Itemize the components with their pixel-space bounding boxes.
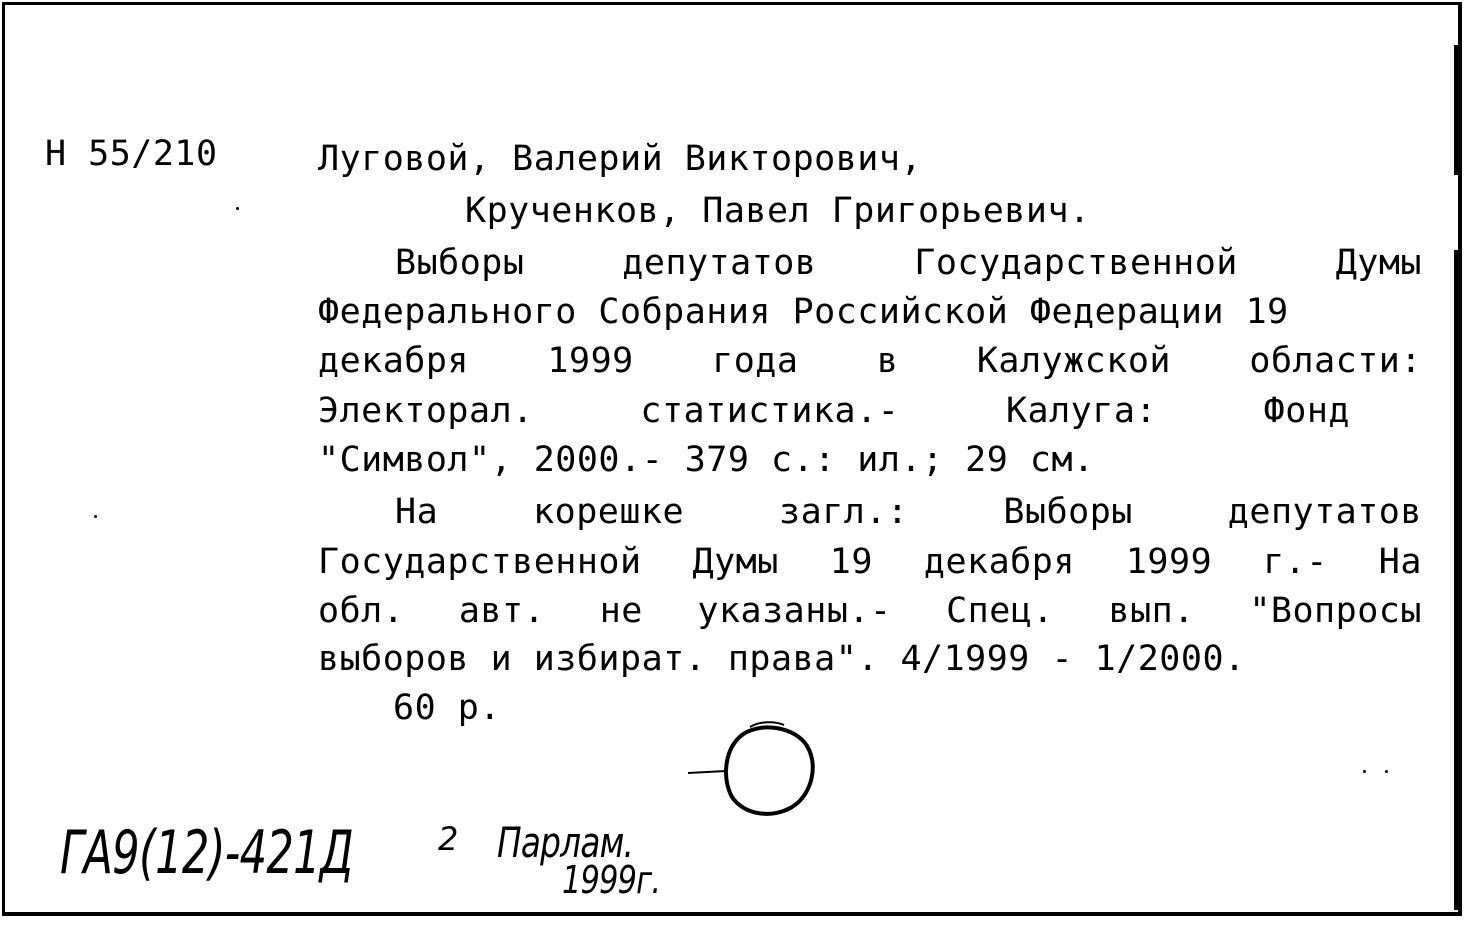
word: На bbox=[395, 492, 439, 532]
word: Думы bbox=[1335, 243, 1422, 283]
word: Государственной bbox=[318, 542, 642, 582]
word: 19 bbox=[829, 542, 873, 582]
speck bbox=[1385, 770, 1388, 773]
author-secondary: Крученков, Павел Григорьевич. bbox=[465, 191, 1091, 231]
speck bbox=[94, 515, 97, 518]
note-line-1 bbox=[395, 492, 1422, 532]
shelf-mark: Н 55/210 bbox=[45, 134, 218, 174]
word: указаны.- bbox=[697, 591, 892, 631]
stamp-tick bbox=[688, 771, 726, 773]
stamp-circle bbox=[726, 727, 813, 813]
word: "Вопросы bbox=[1249, 591, 1422, 631]
word: статистика.- bbox=[640, 391, 900, 431]
word: Выборы bbox=[1003, 492, 1133, 532]
word: корешке bbox=[533, 492, 685, 532]
word: декабря bbox=[318, 341, 470, 381]
handwritten-superscript: 2 bbox=[438, 820, 458, 858]
word: Думы bbox=[692, 542, 779, 582]
title-line-1 bbox=[395, 243, 1422, 283]
word: не bbox=[599, 591, 643, 631]
handwritten-note-top: Парлам. bbox=[497, 818, 634, 867]
speck bbox=[236, 207, 239, 210]
word: загл.: bbox=[779, 492, 909, 532]
word: 1999 bbox=[547, 341, 634, 381]
word: года bbox=[712, 341, 799, 381]
stamp-mark bbox=[680, 715, 830, 825]
note-line-3 bbox=[318, 591, 1422, 631]
word: Фонд bbox=[1263, 391, 1350, 431]
word: депутатов bbox=[1227, 492, 1422, 532]
word: депутатов bbox=[622, 243, 817, 283]
title-line-2: Федерального Собрания Российской Федерации 19 bbox=[318, 292, 1289, 332]
scan-edge-mark bbox=[1454, 250, 1458, 910]
word: Калуга: bbox=[1005, 391, 1157, 431]
title-line-4 bbox=[318, 391, 1350, 431]
word: в bbox=[876, 341, 899, 381]
word: обл. bbox=[318, 591, 405, 631]
word: Выборы bbox=[395, 243, 525, 283]
handwritten-classification: ГА9(12)-421Д bbox=[60, 818, 353, 888]
word: Спец. bbox=[946, 591, 1054, 631]
word: декабря bbox=[923, 542, 1075, 582]
word: г.- bbox=[1263, 542, 1328, 582]
note-line-4: выборов и избират. права". 4/1999 - 1/2000. bbox=[318, 639, 1246, 679]
author-primary: Луговой, Валерий Викторович, bbox=[318, 139, 923, 179]
speck bbox=[1363, 770, 1366, 773]
word: Электорал. bbox=[318, 391, 534, 431]
title-line-3 bbox=[318, 341, 1422, 381]
title-line-5: "Символ", 2000.- 379 с.: ил.; 29 см. bbox=[318, 440, 1095, 480]
note-line-2 bbox=[318, 542, 1422, 582]
word: Государственной bbox=[914, 243, 1238, 283]
word: На bbox=[1378, 542, 1422, 582]
price: 60 р. bbox=[393, 688, 501, 728]
word: вып. bbox=[1108, 591, 1195, 631]
word: области: bbox=[1249, 341, 1422, 381]
word: Калужской bbox=[976, 341, 1171, 381]
handwritten-note-bottom: 1999г. bbox=[562, 858, 661, 902]
scan-edge-mark bbox=[1454, 45, 1458, 175]
word: 1999 bbox=[1125, 542, 1213, 582]
word: авт. bbox=[458, 591, 546, 631]
